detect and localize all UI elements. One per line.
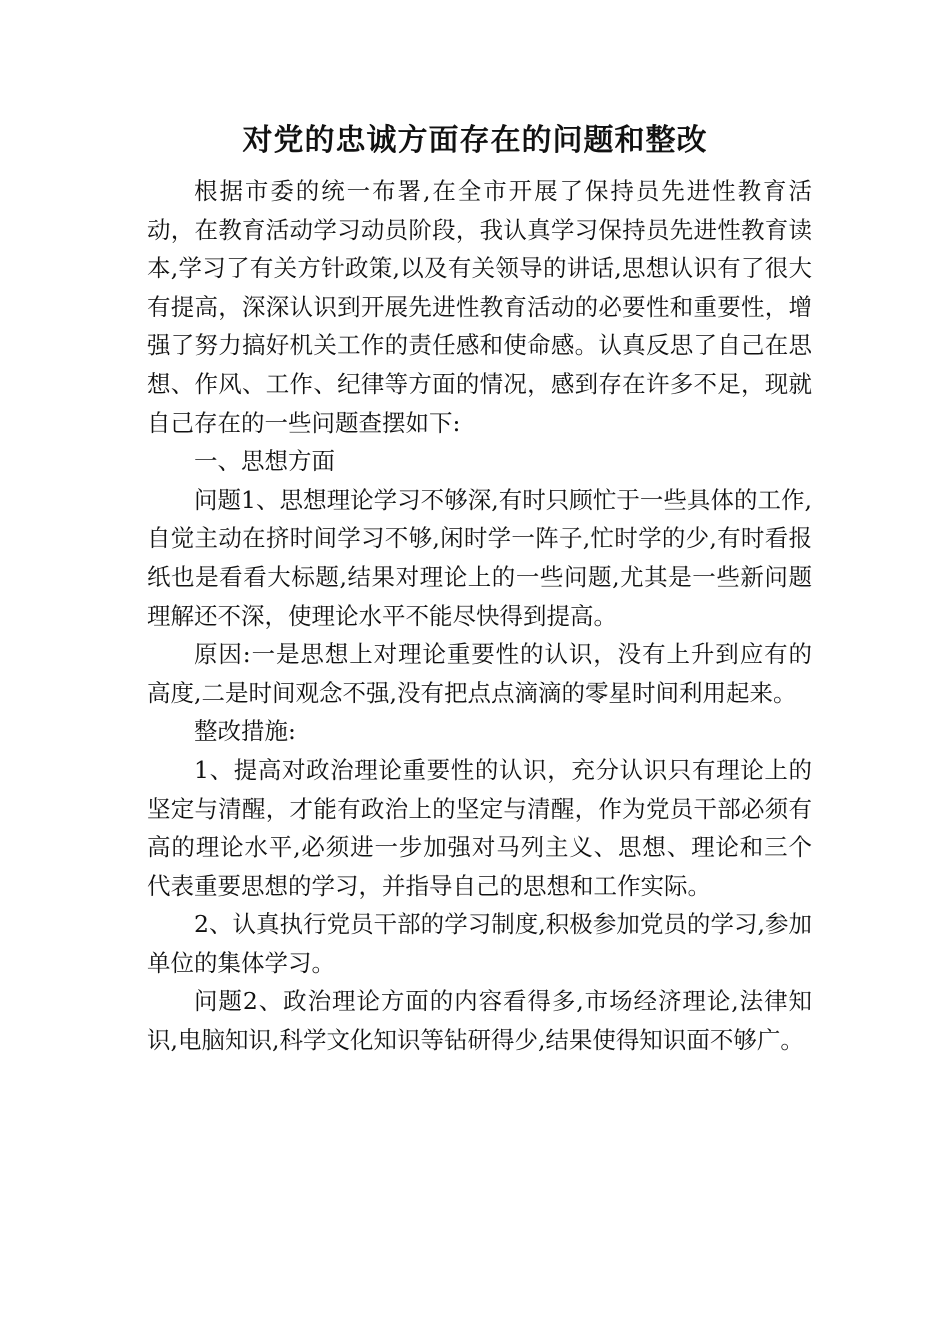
paragraph-cause: 原因:一是思想上对理论重要性的认识，没有上升到应有的高度,二是时间观念不强,没有把点点滴滴的零星时间利用起来。 — [147, 640, 812, 707]
paragraph-measures-heading: 整改措施: — [194, 717, 296, 746]
paragraph-measure-1: 1、提高对政治理论重要性的认识，充分认识只有理论上的坚定与清醒，才能有政治上的坚定与清醒，作为党员干部必须有高的理论水平,必须进一步加强对马列主义、思想、理论和三个代表重要思想的学习，并指导自己的思想和工作实际。 — [147, 755, 812, 900]
document-title: 对党的忠诚方面存在的问题和整改 — [242, 123, 708, 158]
section-heading-thought: 一、思想方面 — [194, 447, 335, 476]
paragraph-measure-2: 2、认真执行党员干部的学习制度,积极参加党员的学习,参加单位的集体学习。 — [147, 910, 812, 977]
document-body — [147, 172, 812, 1060]
paragraph-problem-2: 问题2、政治理论方面的内容看得多,市场经济理论,法律知识,电脑知识,科学文化知识等钻研得少,结果使得知识面不够广。 — [147, 987, 812, 1055]
paragraph-problem-1: 问题1、思想理论学习不够深,有时只顾忙于一些具体的工作,自觉主动在挤时间学习不够,闲时学一阵子,忙时学的少,有时看报纸也是看看大标题,结果对理论上的一些问题,尤其是一些新问题理解还不深，使理论水平不能尽快得到提高。 — [147, 485, 812, 630]
paragraph-intro: 根据市委的统一布署,在全市开展了保持员先进性教育活动，在教育活动学习动员阶段，我认真学习保持员先进性教育读本,学习了有关方针政策,以及有关领导的讲话,思想认识有了很大有提高，深深认识到开展先进性教育活动的必要性和重要性，增强了努力搞好机关工作的责任感和使命感。认真反思了自己在思想、作风、工作、纪律等方面的情况，感到存在许多不足，现就自己存在的一些问题查摆如下: — [147, 177, 812, 437]
